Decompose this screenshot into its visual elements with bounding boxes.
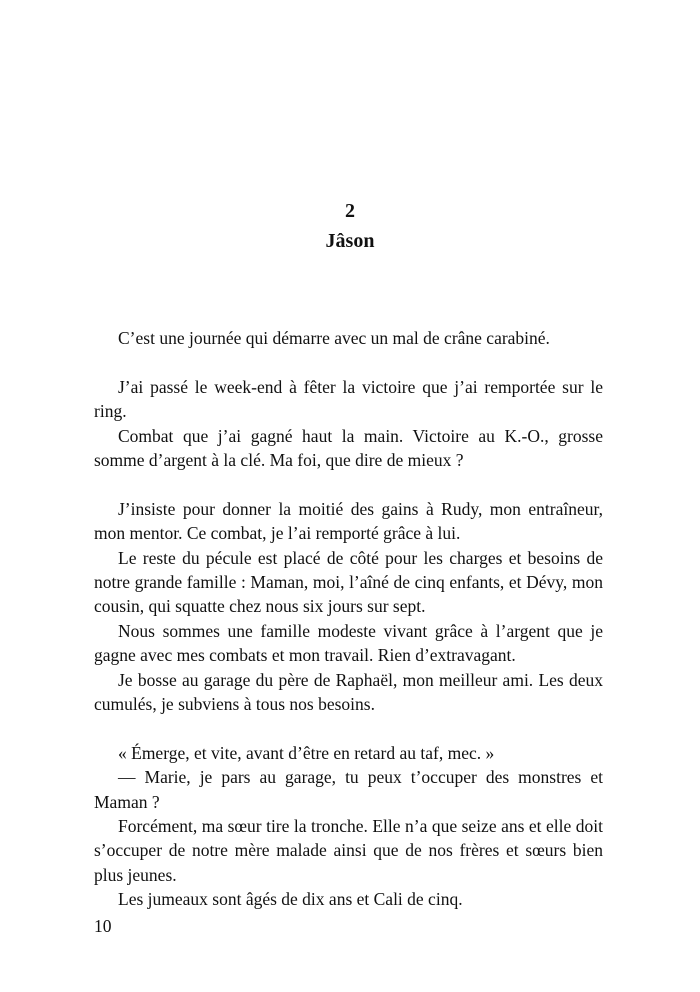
- page-number: 10: [94, 916, 112, 936]
- paragraph-gap: [94, 472, 603, 496]
- chapter-title: Jâson: [325, 230, 375, 252]
- paragraph: Combat que j’ai gagné haut la main. Victoire au K.-O., grosse somme d’argent à la clé. Ma foi, que dire de mieux ?: [94, 425, 603, 471]
- paragraph: J’ai passé le week-end à fêter la victoire que j’ai remportée sur le ring.: [94, 376, 603, 422]
- paragraph-gap: [94, 350, 603, 374]
- paragraph: « Émerge, et vite, avant d’être en retard au taf, mec. »: [118, 742, 495, 763]
- paragraph: Forcément, ma sœur tire la tronche. Elle n’a que seize ans et elle doit s’occuper de notre mère malade ainsi que de nos frères et sœurs bien plus jeunes.: [94, 816, 603, 885]
- paragraph: J’insiste pour donner la moitié des gains à Rudy, mon entraîneur, mon mentor. Ce combat, je l’ai remporté grâce à lui.: [94, 498, 603, 544]
- paragraph-gap: [94, 716, 603, 740]
- paragraph: Le reste du pécule est placé de côté pour les charges et besoins de notre grande famille : Maman, moi, l’aîné de cinq enfants, et Dévy, mon cousin, qui squatte chez nous six jours sur sept.: [94, 547, 603, 617]
- chapter-number: 2: [345, 200, 355, 222]
- chapter-body: [94, 326, 603, 912]
- paragraph: Nous sommes une famille modeste vivant grâce à l’argent que je gagne avec mes combats et mon travail. Rien d’extravagant.: [94, 620, 603, 666]
- paragraph: Les jumeaux sont âgés de dix ans et Cali de cinq.: [118, 889, 463, 910]
- paragraph: Je bosse au garage du père de Raphaël, mon meilleur ami. Les deux cumulés, je subviens à tous nos besoins.: [94, 669, 603, 715]
- paragraph: C’est une journée qui démarre avec un mal de crâne carabiné.: [118, 328, 550, 348]
- dialogue-paragraph: — Marie, je pars au garage, tu peux t’occuper des monstres et Maman ?: [94, 767, 603, 812]
